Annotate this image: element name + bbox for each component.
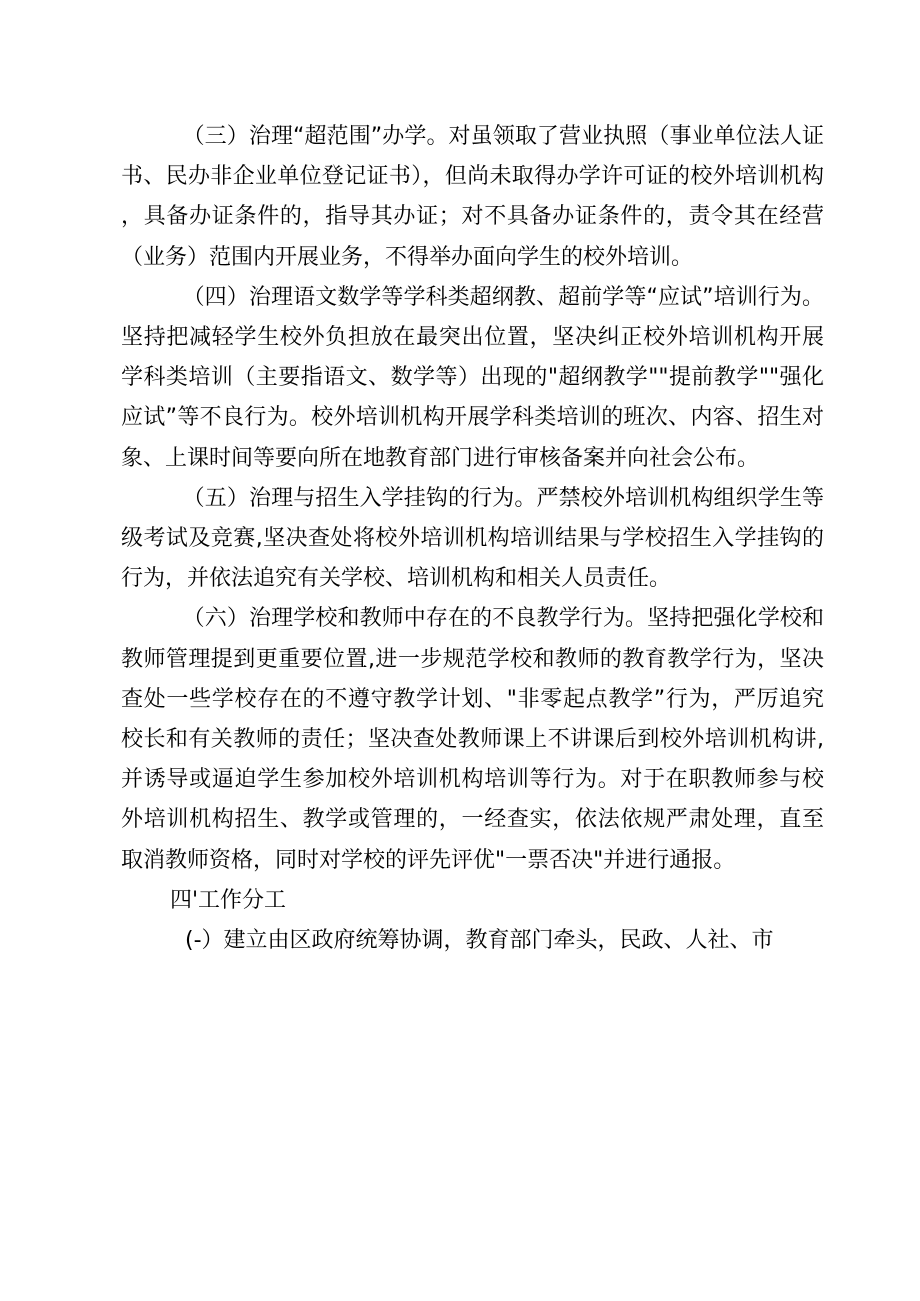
work-division-item-1: (-）建立由区政府统筹协调，教育部门牵头，民政、人社、市 [185, 928, 774, 954]
section-heading-work-division: 四'工作分工 [170, 887, 287, 913]
document-body [121, 117, 824, 961]
paragraph-exam-oriented-training: （四）治理语文数学等学科类超纲教、超前学等“应试”培训行为。坚持把减轻学生校外负担放在最突出位置，坚决纠正校外培训机构开展学科类培训（主要指语文、数学等）出现的"超纲教学""提前教学""强化应试”等不良行为。校外培训机构开展学科类培训的班次、内容、招生对象、上课时间等要向所在地教育部门进行审核备案并向社会公布。 [121, 284, 824, 471]
paragraph-scope-governance: （三）治理“超范围”办学。对虽领取了营业执照（事业单位法人证书、民办非企业单位登记证书），但尚未取得办学许可证的校外培训机构，具备办证条件的，指导其办证；对不具备办证条件的，责令其在经营（业务）范围内开展业务，不得举办面向学生的校外培训。 [121, 124, 824, 270]
paragraph-teacher-conduct: （六）治理学校和教师中存在的不良教学行为。坚持把强化学校和教师管理提到更重要位置,进一步规范学校和教师的教育教学行为，坚决查处一些学校存在的不遵守教学计划、"非零起点教学”行为，严厉追究校长和有关教师的责任；坚决查处教师课上不讲课后到校外培训机构讲,并诱导或逼迫学生参加校外培训机构培训等行为。对于在职教师参与校外培训机构招生、教学或管理的，一经查实，依法依规严肃处理，直至取消教师资格，同时对学校的评先评优"一票否决"并进行通报。 [121, 606, 824, 873]
paragraph-enrollment-linkage: （五）治理与招生入学挂钩的行为。严禁校外培训机构组织学生等级考试及竞赛,坚决查处将校外培训机构培训结果与学校招生入学挂钩的行为，并依法追究有关学校、培训机构和相关人员责任。 [121, 485, 824, 592]
